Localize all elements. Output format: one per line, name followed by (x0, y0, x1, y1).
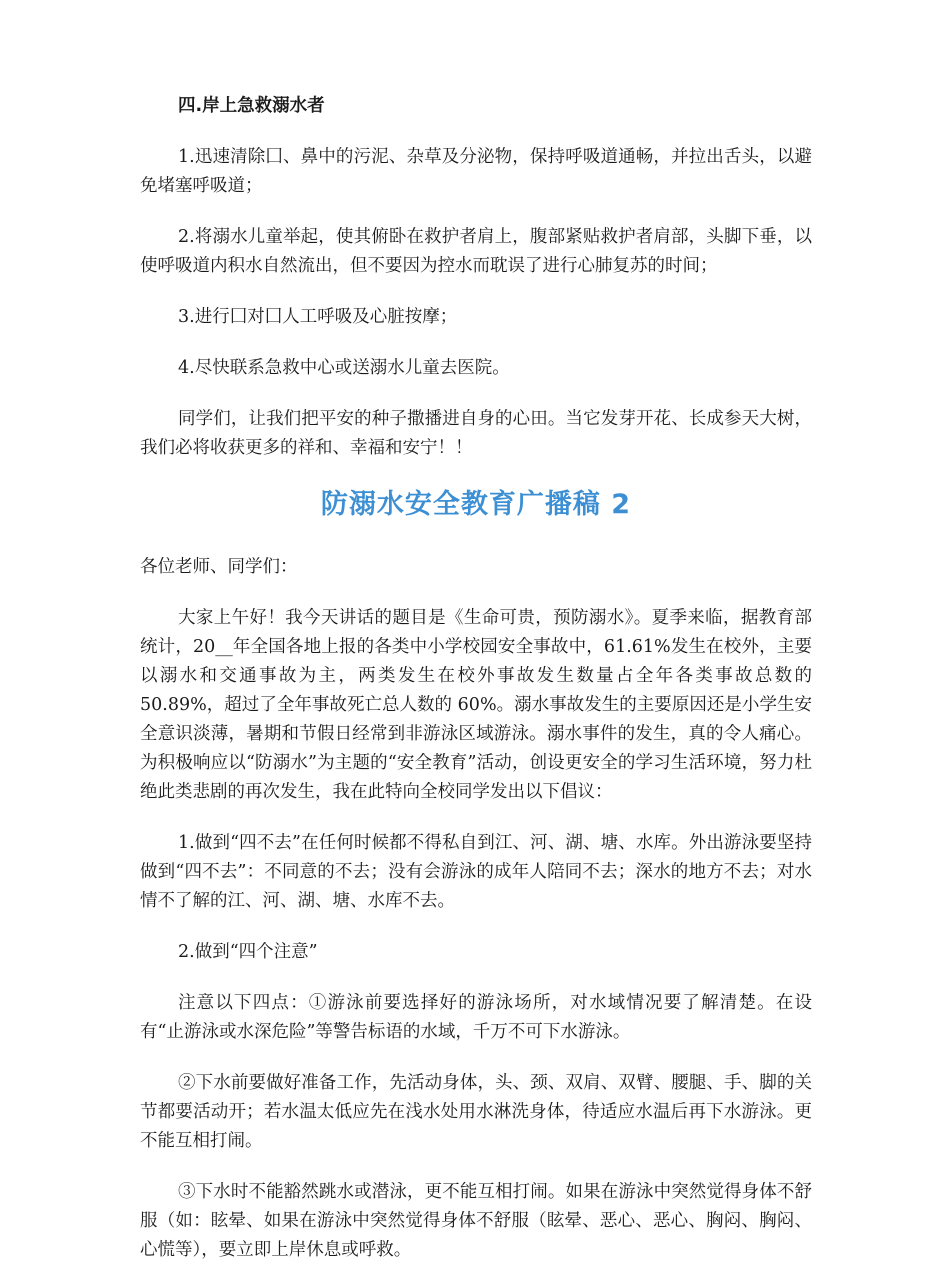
intro-paragraph: 大家上午好！我今天讲话的题目是《生命可贵，预防溺水》。夏季来临，据教育部统计，20__年全国各地上报的各类中小学校园安全事故中，61.61%发生在校外，主要以溺水和交通事故为主，两类发生在校外事故发生数量占全年各类事故总数的 50.89%，超过了全年事故死亡总人数的 60%。溺水事故发生的主要原因还是小学生安全意识淡薄，暑期和节假日经常到非游泳区域游泳。溺水事件的发生，真的令人痛心。为积极响应以“防溺水”为主题的“安全教育”活动，创设更安全的学习生活环境，努力杜绝此类悲剧的再次发生，我在此特向全校同学发出以下倡议： (140, 608, 812, 802)
attention-point-3: ③下水时不能豁然跳水或潜泳，更不能互相打闹。如果在游泳中突然觉得身体不舒服（如：眩晕、如果在游泳中突然觉得身体不舒服（眩晕、恶心、恶心、胸闷、胸闷、心慌等），要立即上岸休息或呼救。 (140, 1182, 812, 1260)
attention-point-2: ②下水前要做好准备工作，先活动身体，头、颈、双肩、双臂、腰腿、手、脚的关节都要活动开；若水温太低应先在浅水处用水淋洗身体，待适应水温后再下水游泳。更不能互相打闹。 (140, 1073, 812, 1151)
document-title: 防溺水安全教育广播稿 2 (320, 489, 632, 520)
rescue-step-4: 4.尽快联系急救中心或送溺水儿童去医院。 (178, 358, 510, 378)
closing-paragraph: 同学们，让我们把平安的种子撒播进自身的心田。当它发芽开花、长成参天大树，我们必将收获更多的祥和、幸福和安宁！！ (140, 409, 812, 458)
document-page (140, 92, 812, 1287)
proposal-2: 2.做到“四个注意” (178, 942, 318, 962)
section-heading: 四.岸上急救溺水者 (178, 96, 325, 116)
proposal-1: 1.做到“四不去”在任何时候都不得私自到江、河、湖、塘、水库。外出游泳要坚持做到“四不去”：不同意的不去；没有会游泳的成年人陪同不去；深水的地方不去；对水情不了解的江、河、湖、塘、水库不去。 (140, 833, 812, 911)
greeting: 各位老师、同学们： (140, 557, 298, 577)
attention-point-1: 注意以下四点：①游泳前要选择好的游泳场所，对水域情况要了解清楚。在设有“止游泳或水深危险”等警告标语的水域，千万不可下水游泳。 (140, 993, 812, 1042)
rescue-step-3: 3.进行囗对囗人工呼吸及心脏按摩； (178, 307, 458, 327)
rescue-step-1: 1.迅速清除囗、鼻中的污泥、杂草及分泌物，保持呼吸道通畅，并拉出舌头，以避免堵塞呼吸道； (140, 147, 812, 196)
rescue-step-2: 2.将溺水儿童举起，使其俯卧在救护者肩上，腹部紧贴救护者肩部，头脚下垂，以使呼吸道内积水自然流出，但不要因为控水而耽误了进行心肺复苏的时间； (140, 227, 812, 276)
